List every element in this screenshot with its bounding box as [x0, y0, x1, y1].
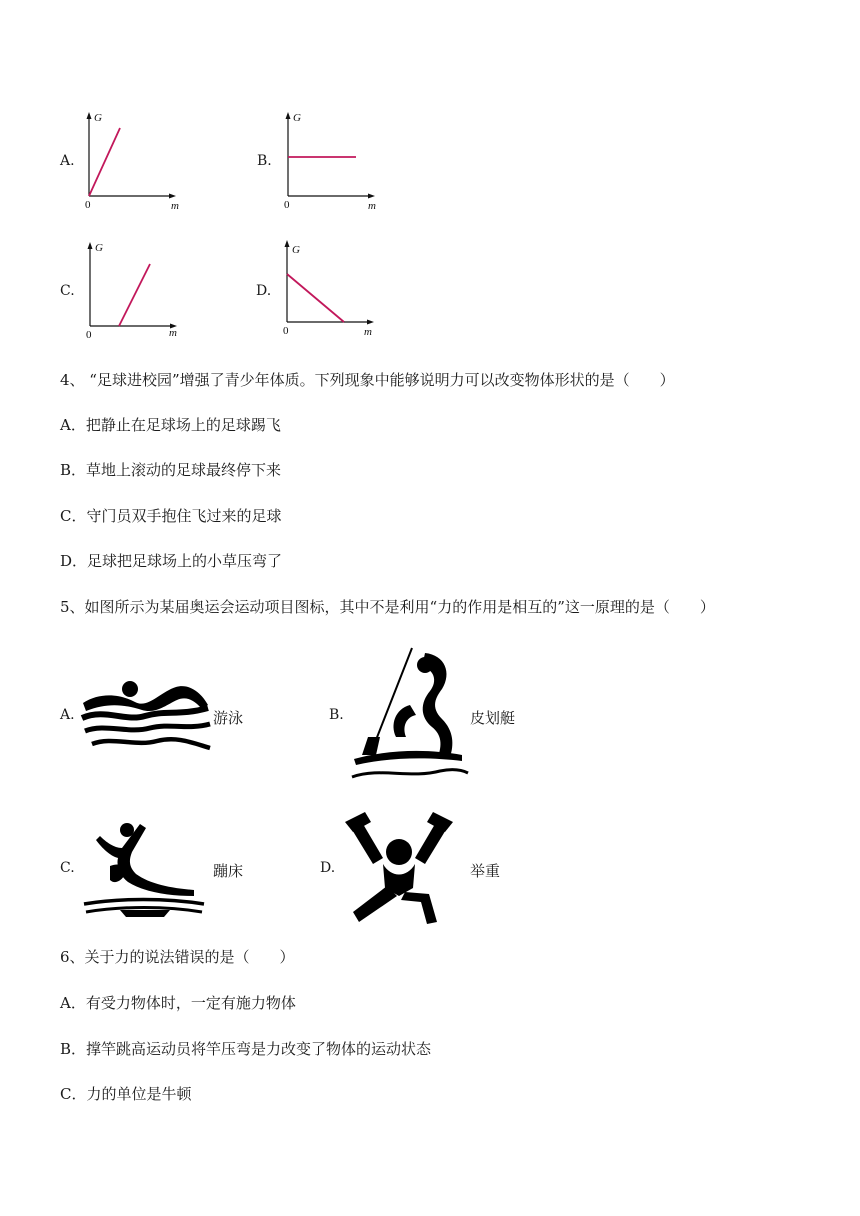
origin-label: 0 [283, 325, 289, 337]
lifter-head [386, 839, 412, 865]
x-axis-arrow [368, 194, 375, 199]
question-6-stem: 6、关于力的说法错误的是（ ） [60, 948, 295, 966]
x-axis-label: m [368, 200, 376, 212]
paddler-arm [394, 705, 416, 737]
graph-c [83, 238, 193, 343]
right-leg [401, 892, 437, 924]
jumper-body [96, 824, 194, 896]
x-axis-label: m [364, 326, 372, 338]
question-5-option-c-caption: 蹦床 [213, 862, 244, 880]
graph-option-c-letter: C. [60, 283, 75, 299]
left-leg [353, 886, 397, 922]
y-axis-arrow [286, 112, 291, 119]
swimmer-head [122, 681, 138, 697]
y-axis-arrow [285, 240, 290, 247]
question-6-option-c: C．力的单位是牛顿 [60, 1085, 192, 1103]
graph-option-a-letter: A. [60, 153, 75, 169]
x-axis-label: m [169, 327, 177, 339]
canoe-icon [350, 645, 475, 785]
question-6-option-b: B．撑竿跳高运动员将竿压弯是力改变了物体的运动状态 [60, 1040, 432, 1058]
origin-label: 0 [86, 329, 92, 341]
x-axis-label: m [171, 200, 179, 212]
question-4-option-d: D．足球把足球场上的小草压弯了 [60, 552, 283, 570]
origin-label: 0 [85, 199, 91, 211]
question-4-option-b: B．草地上滚动的足球最终停下来 [60, 461, 282, 479]
wave [92, 739, 210, 748]
trampoline-bed [84, 900, 204, 905]
graph-option-b-letter: B. [257, 153, 272, 169]
question-5-option-a-letter: A. [60, 707, 75, 723]
water-line [352, 770, 468, 777]
y-axis-label: G [293, 112, 301, 124]
right-arm [415, 824, 447, 864]
graph-option-d-letter: D. [256, 283, 272, 299]
question-6-option-a: A．有受力物体时，一定有施力物体 [60, 994, 296, 1012]
trampoline-base [120, 910, 170, 917]
weightlifting-icon [343, 808, 455, 926]
question-5-option-c-letter: C. [60, 860, 75, 876]
question-5-option-a-caption: 游泳 [213, 709, 244, 727]
question-5-option-d-caption: 举重 [470, 862, 501, 880]
graph-d [280, 236, 390, 341]
jumper-leg [110, 864, 125, 882]
x-axis-arrow [367, 320, 374, 325]
paddle-shaft [374, 648, 412, 745]
graph-a [82, 108, 192, 213]
graph-line [287, 274, 344, 322]
swimmer-body [83, 686, 208, 711]
swimming-icon [80, 678, 215, 753]
question-4-option-c: C．守门员双手抱住飞过来的足球 [60, 507, 282, 525]
origin-label: 0 [284, 199, 290, 211]
question-5-stem: 5、如图所示为某届奥运会运动项目图标，其中不是利用“力的作用是相互的”这一原理的是（ ） [60, 598, 715, 616]
question-5-option-b-letter: B. [329, 707, 344, 723]
question-5-option-d-letter: D. [320, 860, 336, 876]
paddle-blade [362, 737, 380, 755]
x-axis-arrow [169, 194, 176, 199]
y-axis-label: G [95, 242, 103, 254]
y-axis-label: G [94, 112, 102, 124]
question-4-stem: 4、 “足球进校园”增强了青少年体质。下列现象中能够说明力可以改变物体形状的是（ ） [60, 371, 675, 389]
trampoline-icon [80, 818, 208, 920]
left-arm [351, 824, 383, 864]
graph-line [119, 264, 150, 326]
graph-line [89, 128, 120, 196]
graph-b [281, 108, 391, 213]
y-axis-arrow [88, 242, 93, 249]
wave [85, 724, 210, 731]
question-4-option-a: A．把静止在足球场上的足球踢飞 [60, 416, 281, 434]
question-5-option-b-caption: 皮划艇 [470, 709, 516, 727]
y-axis-arrow [87, 112, 92, 119]
y-axis-label: G [292, 244, 300, 256]
